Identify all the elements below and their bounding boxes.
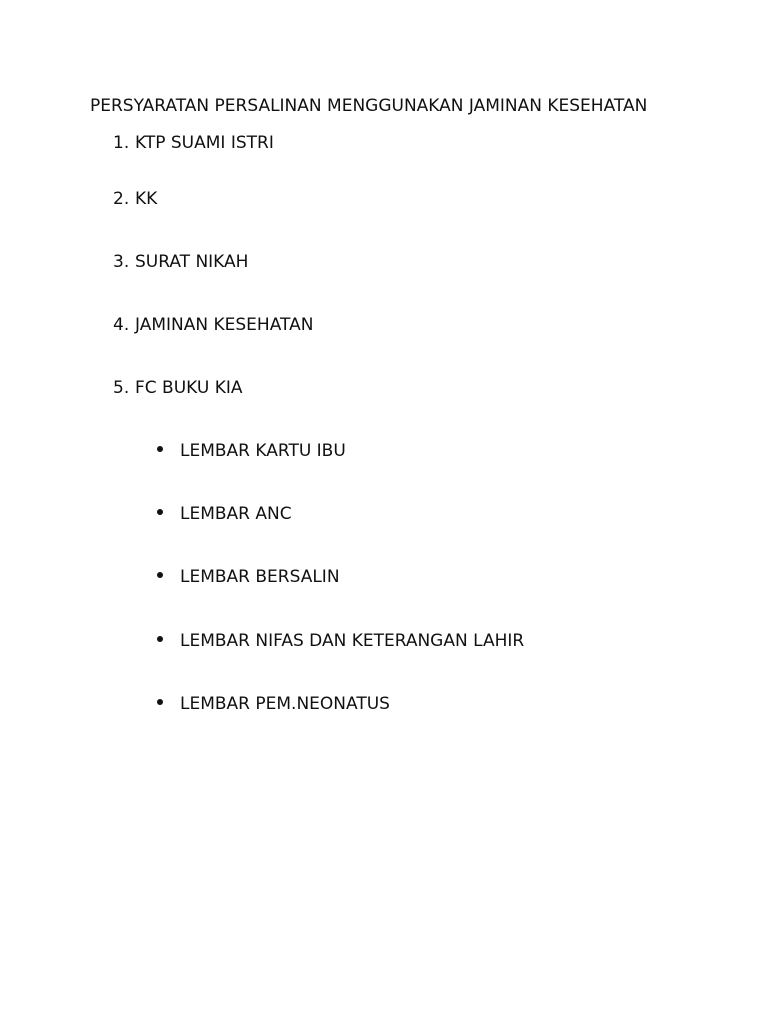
item-text: KK xyxy=(135,189,158,209)
bullet-item-4 xyxy=(157,629,524,653)
numbered-item-1 xyxy=(113,131,274,155)
item-number: 5. xyxy=(113,378,130,398)
bullet-item-3 xyxy=(157,565,340,589)
bullet-text: LEMBAR KARTU IBU xyxy=(180,441,346,461)
numbered-item-2 xyxy=(113,187,157,211)
numbered-item-4 xyxy=(113,313,313,337)
bullet-item-1 xyxy=(157,439,346,463)
bullet-text: LEMBAR BERSALIN xyxy=(180,567,340,587)
item-number: 2. xyxy=(113,189,130,209)
bullet-text: LEMBAR NIFAS DAN KETERANGAN LAHIR xyxy=(180,631,525,651)
item-text: JAMINAN KESEHATAN xyxy=(135,315,314,335)
numbered-item-5 xyxy=(113,376,243,400)
bullet-icon xyxy=(157,446,163,452)
item-text: FC BUKU KIA xyxy=(135,378,243,398)
bullet-icon xyxy=(157,699,163,705)
item-text: SURAT NIKAH xyxy=(135,252,249,272)
bullet-icon xyxy=(157,572,163,578)
bullet-item-2 xyxy=(157,502,292,526)
bullet-text: LEMBAR ANC xyxy=(180,504,292,524)
document-title: PERSYARATAN PERSALINAN MENGGUNAKAN JAMINAN KESEHATAN xyxy=(90,96,648,116)
item-number: 1. xyxy=(113,133,130,153)
bullet-item-5 xyxy=(157,692,390,716)
numbered-item-3 xyxy=(113,250,248,274)
bullet-icon xyxy=(157,636,163,642)
bullet-icon xyxy=(157,509,163,515)
item-text: KTP SUAMI ISTRI xyxy=(135,133,274,153)
item-number: 4. xyxy=(113,315,130,335)
item-number: 3. xyxy=(113,252,130,272)
bullet-text: LEMBAR PEM.NEONATUS xyxy=(180,694,390,714)
